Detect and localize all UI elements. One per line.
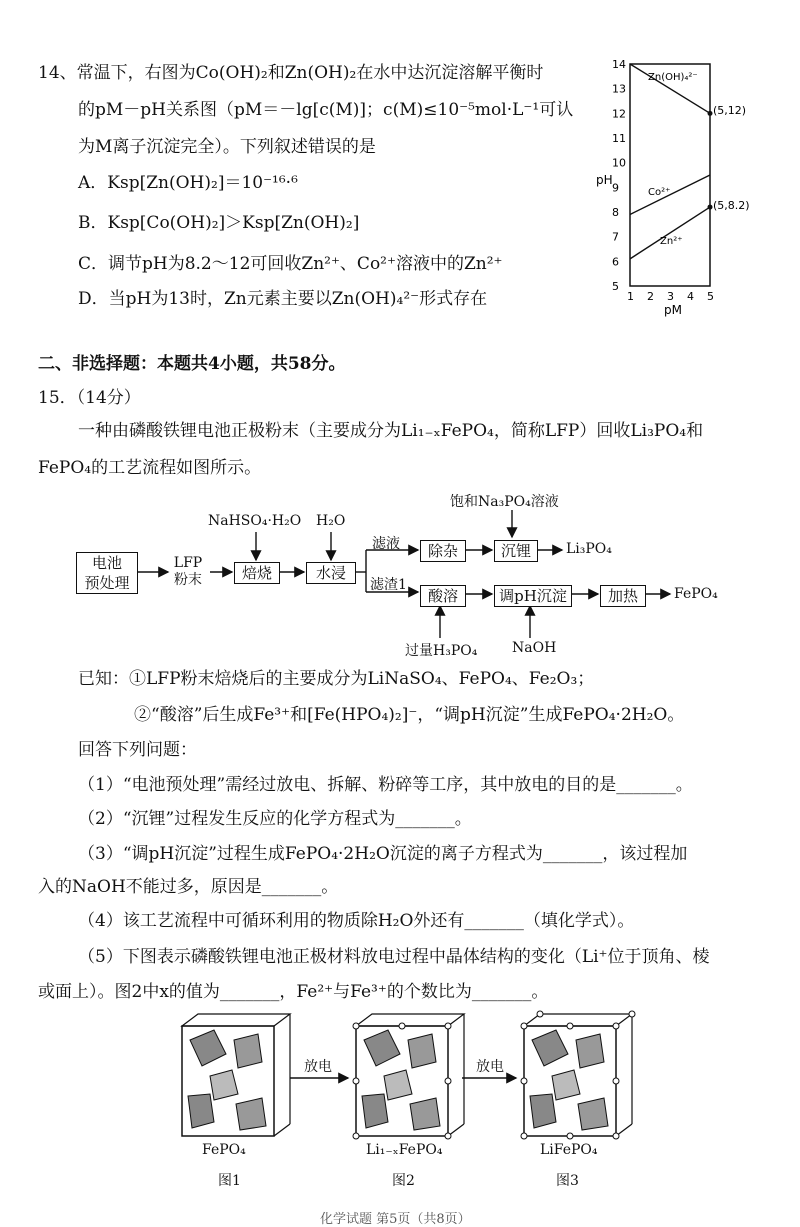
q15-intro-1: 一种由磷酸铁锂电池正极粉末（主要成分为Li₁₋ₓFePO₄，简称LFP）回收Li₃PO₄和: [78, 421, 704, 441]
answer-intro: 回答下列问题：: [78, 740, 197, 760]
q14-line3: 为M离子沉淀完全）。下列叙述错误的是: [78, 137, 376, 157]
annotated-point-0: [708, 111, 713, 116]
crystal-caption-li1-xfepo4: Li₁₋ₓFePO₄: [366, 1142, 443, 1158]
known-1: 已知：①LFP粉末焙烧后的主要成分为LiNaSO₄、FePO₄、Fe₂O₃；: [78, 669, 595, 689]
discharge-label-2: 放电: [476, 1059, 504, 1075]
figure-3-label: 图3: [556, 1173, 579, 1189]
discharge-label-1: 放电: [304, 1059, 332, 1075]
annotation-5-12: (5,12): [713, 104, 747, 117]
flow-naoh: NaOH: [512, 640, 557, 656]
annotation-5-8-2: (5,8.2): [713, 199, 750, 212]
page-footer: 化学试题 第5页（共8页）: [320, 1212, 471, 1227]
figure-2-label: 图2: [392, 1173, 415, 1189]
flow-heating: 加热: [600, 585, 646, 607]
crystal-figures: [0, 1010, 800, 1160]
y-tick-label: 6: [612, 255, 619, 269]
flow-roast: 焙烧: [234, 562, 280, 584]
q14-option-a: A．Ksp[Zn(OH)₂]＝10⁻¹⁶·⁶: [78, 173, 298, 193]
q15-heading: 15．（14分）: [38, 388, 141, 408]
x-tick-label: 1: [627, 290, 634, 303]
q14-option-d: D．当pH为13时，Zn元素主要以Zn(OH)₄²⁻形式存在: [78, 289, 488, 309]
question-5-line2: 或面上）。图2中x的值为_______，Fe²⁺与Fe³⁺的个数比为_______。: [38, 982, 549, 1002]
flow-li-precipitation: 沉锂: [494, 540, 538, 562]
flow-lfp-powder: LFP 粉末: [173, 555, 203, 588]
label-zn-oh4: Zn(OH)₄²⁻: [648, 72, 698, 83]
y-tick-label: 12: [612, 107, 626, 121]
flow-ph-precipitation: 调pH沉淀: [494, 585, 572, 607]
q15-intro-2: FePO₄的工艺流程如图所示。: [38, 458, 262, 478]
known-2: ②“酸溶”后生成Fe³⁺和[Fe(HPO₄)₂]⁻，“调pH沉淀”生成FePO₄·2H₂O。: [134, 705, 685, 725]
flow-filtrate: 滤液: [372, 536, 400, 552]
crystal-fig3: [521, 1011, 635, 1139]
q14-line2: 的pM－pH关系图（pM＝－lg[c(M)]；c(M)≤10⁻⁵mol·L⁻¹可认: [78, 100, 574, 120]
x-axis-label: pM: [664, 303, 682, 317]
flow-li3po4: Li₃PO₄: [566, 541, 612, 557]
flow-residue-1: 滤渣1: [370, 577, 407, 593]
chart-frame: [630, 64, 710, 286]
question-3-line2: 入的NaOH不能过多，原因是_______。: [38, 877, 339, 897]
y-tick-label: 10: [612, 156, 626, 170]
q14-line1: 14、常温下，右图为Co(OH)₂和Zn(OH)₂在水中达沉淀溶解平衡时: [38, 63, 544, 83]
question-5-line1: （5）下图表示磷酸铁锂电池正极材料放电过程中晶体结构的变化（Li⁺位于顶角、棱: [78, 947, 710, 967]
question-1: （1）“电池预处理”需经过放电、拆解、粉碎等工序，其中放电的目的是_______。: [78, 775, 693, 795]
x-tick-label: 3: [667, 290, 674, 303]
section-2-heading: 二、非选择题：本题共4小题，共58分。: [38, 354, 346, 374]
question-4: （4）该工艺流程中可循环利用的物质除H₂O外还有_______（填化学式）。: [78, 911, 635, 931]
y-tick-label: 14: [612, 58, 626, 71]
y-axis-label: pH: [596, 173, 613, 187]
question-3-line1: （3）“调pH沉淀”过程生成FePO₄·2H₂O沉淀的离子方程式为_______，该过程加: [78, 844, 688, 864]
flow-fepo4-product: FePO₄: [674, 586, 718, 602]
flow-na3po4: 饱和Na₃PO₄溶液: [450, 494, 559, 510]
label-zn: Zn²⁺: [660, 236, 683, 247]
crystal-caption-fepo4: FePO₄: [202, 1142, 246, 1158]
x-tick-label: 2: [647, 290, 654, 303]
y-tick-label: 9: [612, 181, 619, 195]
flow-h2o: H₂O: [316, 513, 346, 529]
label-co: Co²⁺: [648, 187, 671, 198]
flow-battery-pretreat: 电池 预处理: [76, 552, 138, 594]
y-tick-label: 13: [612, 82, 626, 96]
y-tick-label: 11: [612, 132, 626, 145]
x-tick-label: 4: [687, 290, 694, 303]
crystal-caption-lifepo4: LiFePO₄: [540, 1142, 598, 1158]
crystal-fig2: [353, 1014, 464, 1139]
flow-nahso4: NaHSO₄·H₂O: [208, 513, 302, 529]
question-2: （2）“沉锂”过程发生反应的化学方程式为_______。: [78, 809, 472, 829]
pm-ph-chart: [590, 52, 760, 322]
series-line-2: [630, 207, 710, 259]
flow-water-leach: 水浸: [306, 562, 356, 584]
annotated-point-1: [708, 205, 713, 210]
flow-h3po4: 过量H₃PO₄: [405, 643, 478, 659]
crystal-fig1: [182, 1014, 290, 1136]
flow-acid-dissolve: 酸溶: [420, 585, 466, 607]
y-tick-label: 7: [612, 230, 619, 244]
q14-option-c: C．调节pH为8.2～12可回收Zn²⁺、Co²⁺溶液中的Zn²⁺: [78, 254, 503, 274]
q14-option-b: B．Ksp[Co(OH)₂]＞Ksp[Zn(OH)₂]: [78, 213, 360, 233]
figure-1-label: 图1: [218, 1173, 241, 1189]
flow-impurity-removal: 除杂: [420, 540, 466, 562]
y-tick-label: 8: [612, 206, 619, 219]
x-tick-label: 5: [707, 290, 714, 303]
y-tick-label: 5: [612, 280, 619, 293]
